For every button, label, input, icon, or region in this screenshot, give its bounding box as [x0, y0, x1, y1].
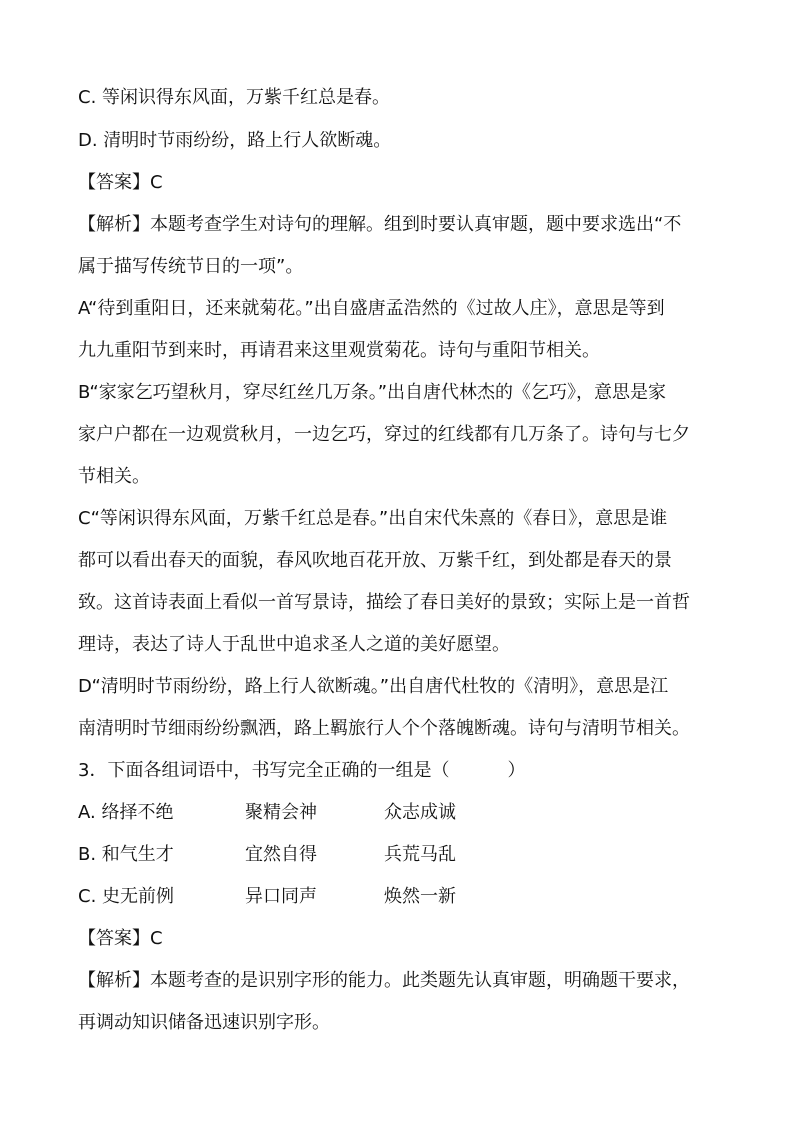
q2-analysis-line: 属于描写传统节日的一项”。	[78, 256, 304, 277]
q3-option-c-word: 焕然一新	[384, 886, 456, 907]
q2-analysis-line: 南清明时节细雨纷纷飘洒，路上羁旅行人个个落魄断魂。诗句与清明节相关。	[78, 718, 690, 739]
q2-analysis-line: B“家家乞巧望秋月，穿尽红丝几万条。”出自唐代林杰的《乞巧》，意思是家	[78, 382, 667, 403]
q2-analysis-line: 节相关。	[78, 466, 150, 487]
q2-analysis-line: 【解析】本题考查学生对诗句的理解。组到时要认真审题，题中要求选出“不	[78, 214, 682, 235]
q2-analysis-line: 都可以看出春天的面貌，春风吹地百花开放、万紫千红，到处都是春天的景	[78, 550, 672, 571]
q3-option-b-word: 宜然自得	[245, 844, 317, 865]
q3-analysis-line: 再调动知识储备迅速识别字形。	[78, 1012, 330, 1033]
q2-option-c: C. 等闲识得东风面，万紫千红总是春。	[78, 87, 391, 108]
q3-option-c-word: 异口同声	[245, 886, 317, 907]
q3-option-a-word: 众志成诚	[384, 802, 456, 823]
q2-analysis-line: 九九重阳节到来时，再请君来这里观赏菊花。诗句与重阳节相关。	[78, 340, 600, 361]
q2-analysis-line: C“等闲识得东风面，万紫千红总是春。”出自宋代朱熹的《春日》，意思是谁	[78, 508, 668, 529]
q3-analysis-line: 【解析】本题考查的是识别字形的能力。此类题先认真审题，明确题干要求，	[78, 970, 690, 991]
q3-stem	[78, 759, 525, 783]
q2-analysis-line: D“清明时节雨纷纷，路上行人欲断魂。”出自唐代杜牧的《清明》，意思是江	[78, 676, 669, 697]
q3-option-a-label: A. 络择不绝	[78, 802, 174, 823]
q2-answer: 【答案】C	[78, 172, 163, 193]
q3-option-c-label: C. 史无前例	[78, 886, 175, 907]
q2-analysis-line: A“待到重阳日，还来就菊花。”出自盛唐孟浩然的《过故人庄》，意思是等到	[78, 298, 665, 319]
q2-analysis-line: 致。这首诗表面上看似一首写景诗，描绘了春日美好的景致；实际上是一首哲	[78, 592, 690, 613]
q2-analysis-line: 家户户都在一边观赏秋月，一边乞巧，穿过的红线都有几万条了。诗句与七夕	[78, 424, 690, 445]
q2-analysis-line: 理诗，表达了诗人于乱世中追求圣人之道的美好愿望。	[78, 634, 510, 655]
q2-option-d: D. 清明时节雨纷纷，路上行人欲断魂。	[78, 130, 392, 151]
q3-answer: 【答案】C	[78, 928, 163, 949]
q3-stem-close: ）	[507, 760, 526, 781]
q3-option-a-word: 聚精会神	[245, 802, 317, 823]
q3-option-b-label: B. 和气生才	[78, 844, 174, 865]
q3-option-b-word: 兵荒马乱	[384, 844, 456, 865]
q3-stem-text: 3．下面各组词语中，书写完全正确的一组是（	[78, 760, 450, 781]
